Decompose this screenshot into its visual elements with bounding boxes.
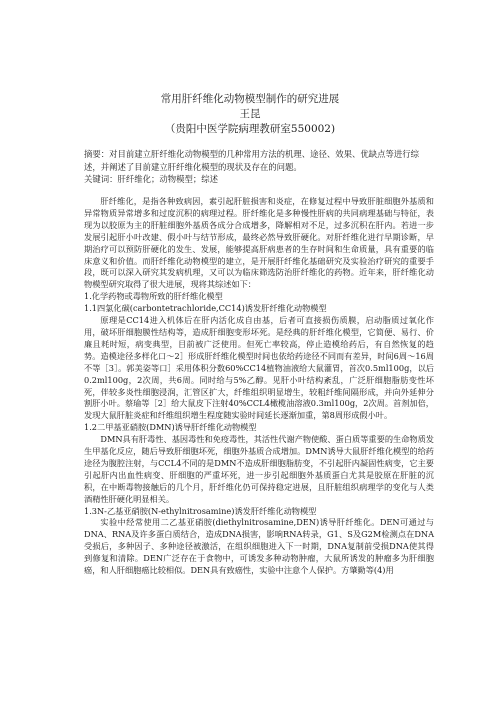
section-1-2-paragraph: DMN具有肝毒性、基因毒性和免疫毒性，其活性代谢产物使酸、蛋白质等重要的生命物质发生甲基化反应，随后导致肝细胞坏死，细胞外基质合成增加。DMN诱导大鼠肝纤维化模型的给药途径为腹腔注射，与CCL4不同的是DMN不造成肝细胞脂肪变，不引起肝内凝固性病变，它主要引起肝内出血性病变、肝细胞的严重坏死，进一步引起细胞外基质蛋白尤其是胶原在肝脏的沉积，在中断毒物接触后的几个月，肝纤维化仍可保持稳定进展，且肝脏组织病理学的变化与人类酒精性肝硬化明显相关。	[84, 434, 434, 504]
title-block	[0, 92, 500, 137]
section-1-1-heading: 1.1四氯化碳(carbontetrachloride,CC14)诱发肝纤维化动物模型	[84, 303, 327, 314]
affiliation-postcode: 550002)	[290, 123, 336, 135]
intro-paragraph: 肝纤维化，是指各种致病因，素引起肝脏损害和炎症，在修复过程中导致肝脏细胞外基质和异常物质异常增多和过度沉积的病理过程。肝纤维化是多种慢性肝病的共同病理基础与特征，表现为以胶原为主的肝脏细胞外基质各成分合成增多，降解相对不足，过多沉积在肝内。若进一步发展引起肝小叶改建、假小叶与结节形成，最终必然导致肝硬化。对肝纤维化进行早期诊断，早期治疗可以预防肝硬化的发生、发展，能够提高肝病患者的生存时间和生命质量，具有重要的临床意义和价值。而肝纤维化动物模型的建立，是开展肝纤维化基础研究及实验治疗研究的重要手段，既可以深入研究其发病机理，又可以为临床筛选防治肝纤维化的药物。近年来，肝纤维化动物模型研究取得了很大进展，现将其综述如下：	[84, 196, 434, 290]
paper-title: 常用肝纤维化动物模型制作的研究进展	[160, 93, 340, 105]
body-text	[84, 196, 434, 577]
section-1-3-paragraph: 实验中经常使用二乙基亚硝胺(diethylnitrosamine,DEN)诱导肝纤维化。DEN可通过与DNA、RNA及许多蛋白质结合，造成DNA损害，影响RNA转录，G1、S及G2M检测点在DNA受损后，多种因子、多种途径被激活，在组织细胞进入下一时期，DNA复制前受损DNA使其得到修复和清除。DEN广泛存在于食物中，可诱发多种动物肿瘤，大鼠所诱发的肿瘤多为肝细胞癌，和人肝细胞癌比较相似。DEN具有致癌性，实验中注意个人保护。方肇勤等(4)用	[84, 517, 434, 576]
affiliation-org: （贵阳中医学院病理教研室	[164, 123, 291, 135]
section-1-1-paragraph: 原理是CC14进入机体后在肝内活化成自由基，后者可直接损伤质膜，启动脂质过氧化作用，破坏肝细胞膜性结构等，造成肝细胞变形坏死。是经典的肝纤维化模型，它简便、易行、价廉且耗时短，病变典型，目前被广泛使用。但死亡率较高，停止造模给药后，有自然恢复的趋势。造模途径多样化口～2］形成肝纤维化模型时间也依给药途径不同而有差异，时间6周～16周不等［3］。郭美姿等口］采用体积分数60%CC14植物油液给大鼠灌胃，首次0.5ml100g，以后0.2ml100g，2次周，共6周。同时给与5%乙醇。见肝小叶结构紊乱，广泛肝细胞脂肪变性坏死，伴较多炎性细胞浸润，汇管区扩大，纤维组织明显增生，较粗纤维间隔形成，并向外延伸分割肝小叶。蔡瑜等［2］给大鼠皮下注射40%CCL4橄榄油溶液0.3ml100g，2次周。首剂加倍，发现大鼠肝脏炎症和纤维组织增生程度随实验时间延长逐渐加重，第8周形成假小叶。	[84, 315, 434, 421]
affiliation	[0, 122, 500, 137]
section-1-2-heading: 1.2二甲基亚硝胺(DMN)诱导肝纤维化动物模型	[84, 422, 257, 433]
abstract-text: 摘要：对目前建立肝纤维化动物模型的几种常用方法的机理、途径、效果、优缺点等进行综述，并阐述了目前建立肝纤维化模型的现状及存在的问题。	[84, 149, 419, 172]
author-name: 王昆	[239, 108, 261, 120]
keywords: 关键词：肝纤维化；动物模型；综述	[84, 174, 218, 185]
section-1-heading: 1.化学药物或毒物所致的肝纤维化模型	[84, 291, 223, 302]
abstract-block	[84, 148, 434, 186]
section-1-3-heading: 1.3N-乙基亚硝胺(N-ethylnitrosamine)诱发肝纤维化动物模型	[84, 505, 317, 516]
